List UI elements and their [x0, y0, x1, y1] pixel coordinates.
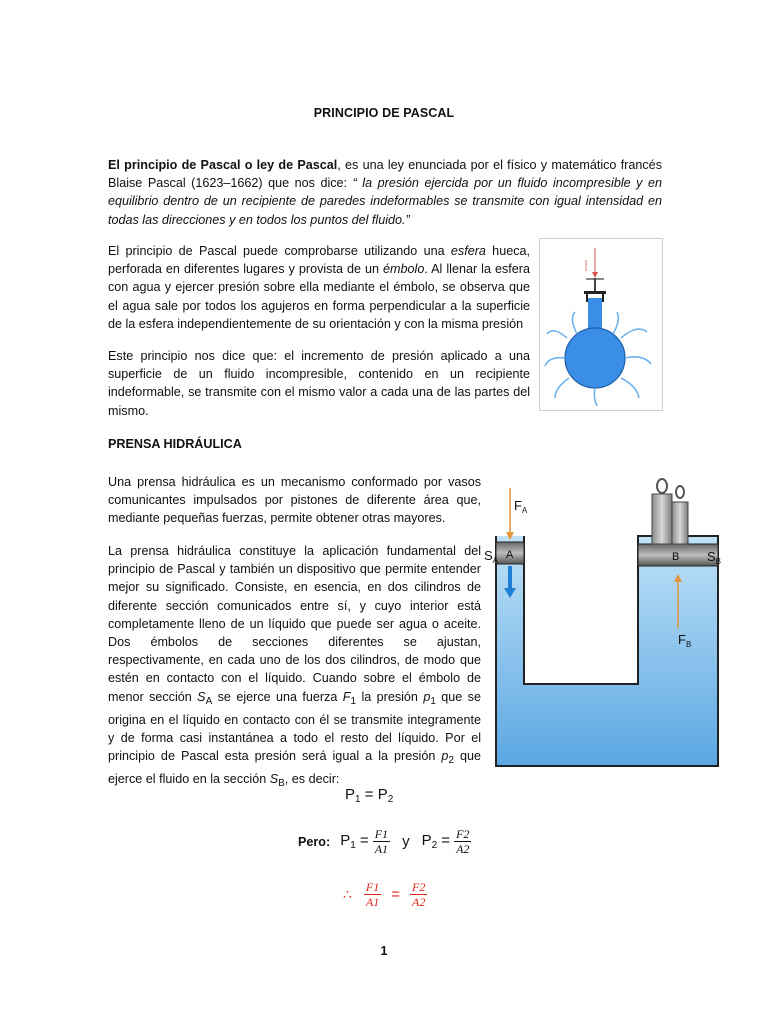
SB-symbol: S [269, 772, 279, 787]
intro-text: , es una ley enunciada por el físico y matemático francés Blaise Pascal (1623–1662) que nos dice: [108, 158, 662, 191]
intro-bold: El principio de Pascal o ley de Pascal [108, 158, 338, 172]
p2-symbol: p [441, 749, 449, 764]
section-heading: PRENSA HIDRÁULICA [108, 437, 242, 451]
embolo-word: émbolo [383, 262, 425, 277]
fraction-F2-A2: $\frac{F2}{A2}$ [456, 827, 470, 856]
press-text-d: que se origina en el líquido en contacto con él se transmite integramente y de forma casi instantánea a todo el resto del líquido. Por el principio de Pascal esta presión será igual a la presión [108, 689, 481, 764]
result-fraction-F1-A1: $\frac{F1}{A1}$ [365, 880, 380, 909]
pascal-sphere-figure [539, 238, 663, 411]
FA-label: $F_A$ [514, 498, 528, 515]
p2-sub: 2 [448, 755, 454, 767]
FB-label: $F_B$ [678, 632, 692, 649]
press-text-c: la presión [356, 689, 424, 704]
press-text-e: que ejerce el fluido en la sección [108, 749, 481, 787]
p1-symbol: p [423, 689, 431, 704]
intro-paragraph [108, 156, 662, 229]
equation-p1-p2: $P_1 = P_2$ [345, 786, 394, 805]
fraction-F1-A1: $\frac{F1}{A1}$ [374, 827, 389, 856]
SA-label: $S_A$ [484, 548, 499, 565]
intro-quote: “ la presión ejercida por un fluido incompresible y en equilibrio dentro de un recipiente de paredes indeformables se transmite con igual intensidad en todas las direcciones y en todos los puntos del fluido.” [108, 176, 662, 227]
SA-symbol: S [197, 689, 206, 704]
equation-pero: Pero: $P_1$ = $\frac{F1}{A1}$ y $P_2$ = $\frac{F2}{A2}$ [298, 827, 470, 856]
sphere [565, 328, 625, 388]
press-intro-paragraph: Una prensa hidráulica es un mecanismo conformado por vasos comunicantes impulsados por pistones de diferente área que, mediante pequeñas fuerzas, permite obtener otras mayores. [108, 475, 481, 526]
sphere-text-a: El principio de Pascal puede comprobarse utilizando una [108, 244, 451, 258]
SA-sub: A [205, 695, 213, 707]
press-text-b: se ejerce una fuerza [212, 689, 343, 704]
F1-sub: 1 [350, 695, 357, 707]
sphere-text-b: hueca, perforada en diferentes lugares y provista de un [108, 244, 530, 277]
pero-label: Pero: [298, 834, 331, 849]
equation-result: ∴ $\frac{F1}{A1}$ = $\frac{F2}{A2}$ [343, 880, 426, 909]
result-fraction-F2-A2: $\frac{F2}{A2}$ [412, 880, 426, 909]
B-label: B [672, 551, 680, 563]
press-paragraph [108, 542, 481, 794]
A-label: A [506, 549, 514, 561]
hydraulic-press-figure [486, 466, 726, 774]
SB-label: $S_B$ [707, 549, 722, 566]
force-label: fuerza [584, 260, 589, 272]
press-text-f: , es decir: [284, 772, 340, 787]
sphere-paragraph [108, 242, 530, 333]
page-number: 1 [380, 944, 388, 958]
sphere-text-c: . Al llenar la esfera con agua y ejercer presión sobre ella mediante el émbolo, se observa que el agua sale por todos los agujeros en forma perpendicular a la superficie de la esfera independientemente de su orientación y con la misma presión [108, 262, 530, 331]
press-text-a: La prensa hidráulica constituye la aplicación fundamental del principio de Pascal y también un dispositivo que permite entender mejor su significado. Consiste, en esencia, en dos cilindros de diferente sección comunicados entre sí, y cuyo interior está completamente lleno de un líquido que puede ser agua o aceite. Dos émbolos de secciones diferentes se ajustan, respectivamente, en cada uno de los dos cilindros, de modo que estén en contacto con el líquido. Cuando sobre el émbolo de menor sección [108, 544, 481, 704]
page-title: PRINCIPIO DE PASCAL [313, 106, 455, 120]
F1-symbol: F [342, 689, 351, 704]
principle-paragraph: Este principio nos dice que: el incremento de presión aplicado a una superficie de un fluido incompresible, contenido en un recipiente indeformable, se transmite con el mismo valor a cada una de las partes del mismo. [108, 349, 530, 418]
p1-sub: 1 [430, 695, 436, 707]
sphere-word: esfera [450, 244, 486, 258]
SB-sub: B [278, 778, 285, 790]
